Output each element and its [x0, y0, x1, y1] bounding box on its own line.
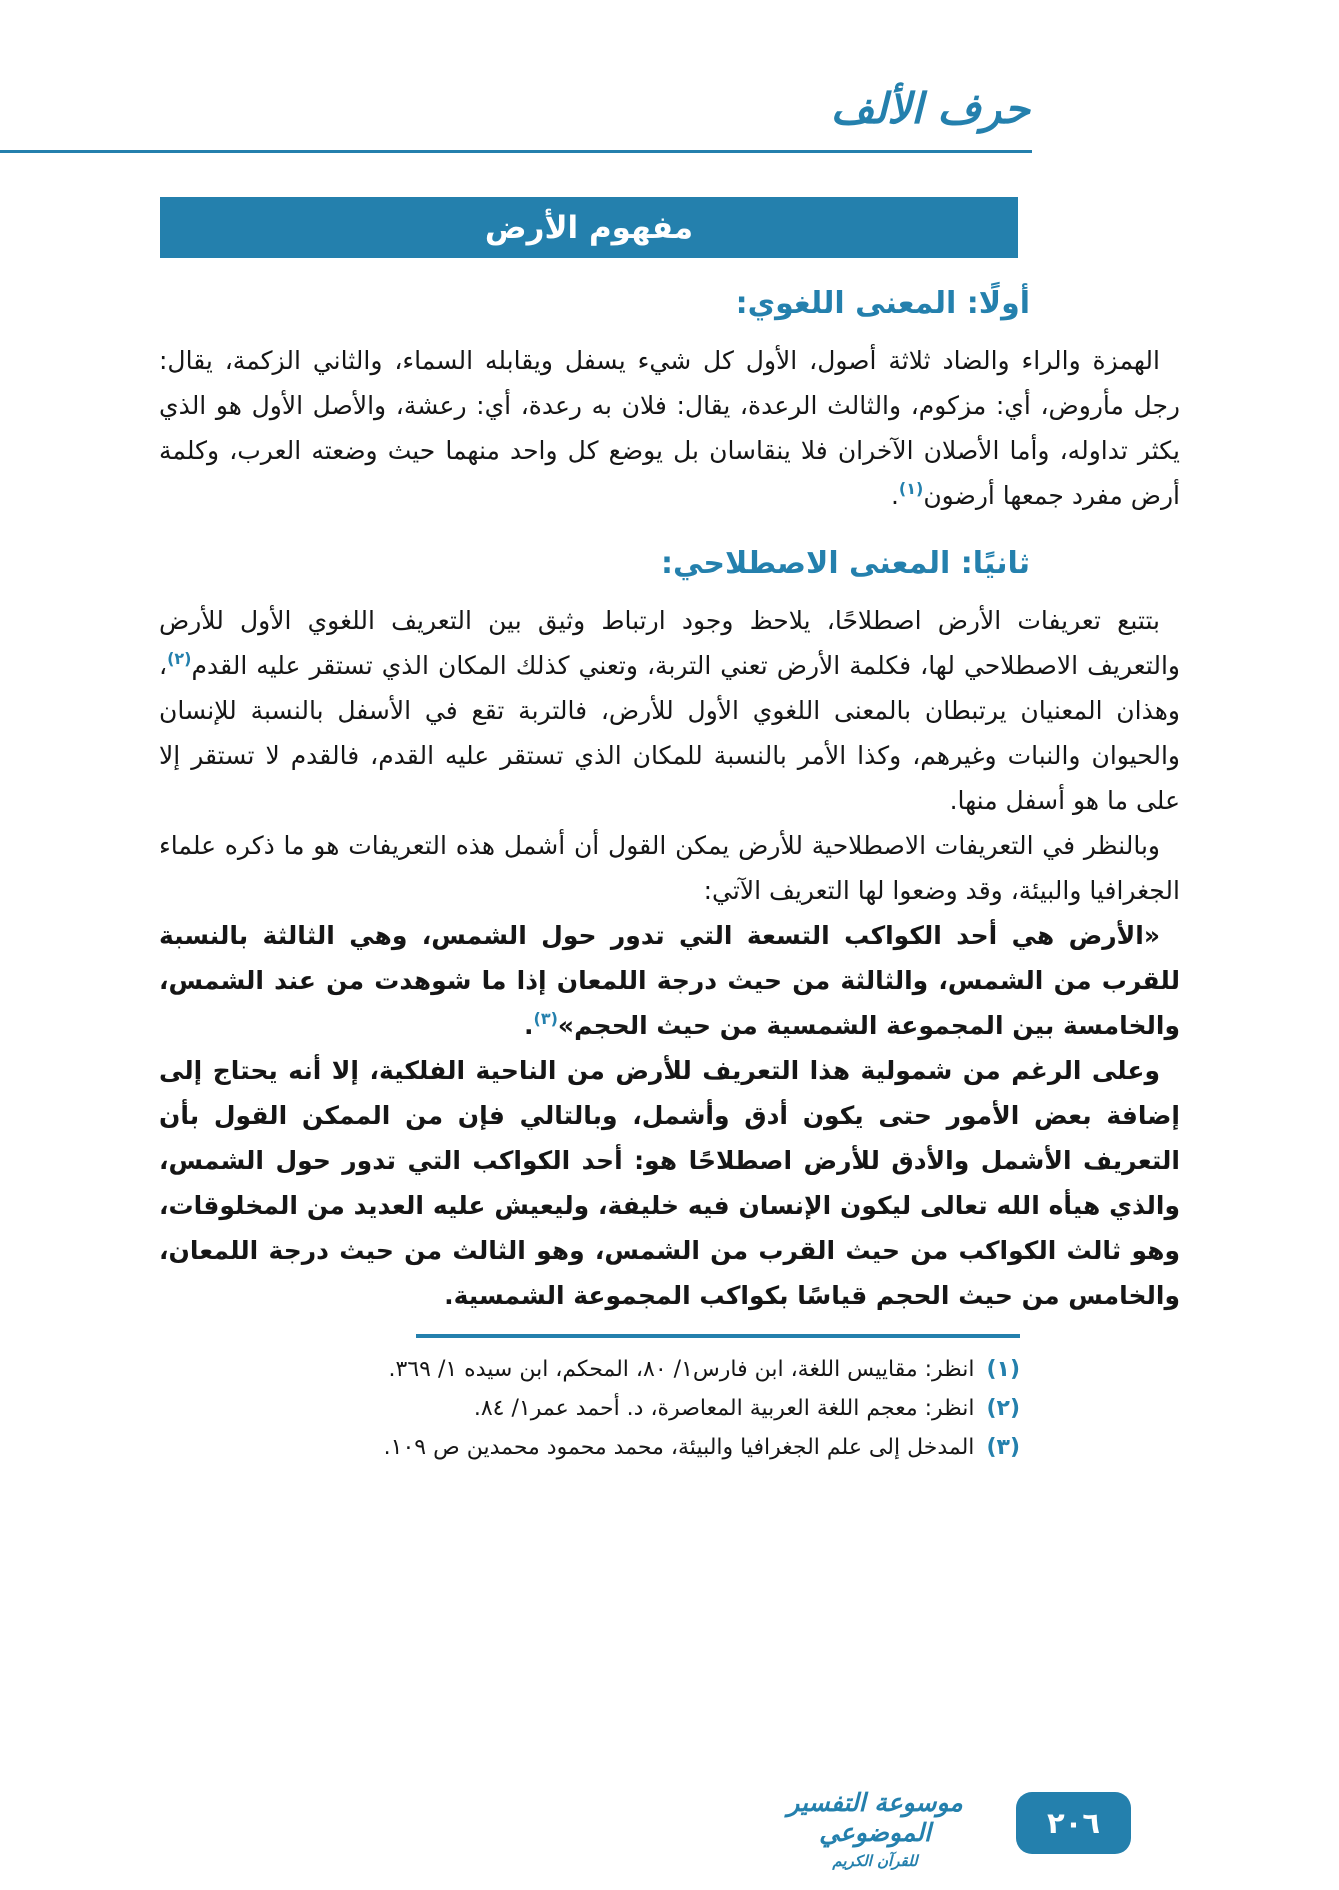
publisher-logo-subtitle: للقرآن الكريم [832, 1852, 918, 1870]
paragraph-text: . [890, 481, 899, 510]
paragraph-text: الهمزة والراء والضاد ثلاثة أصول، الأول كل شيء يسفل ويقابله السماء، والثاني الزكمة، يقال: رجل مأروض، أي: مزكوم، والثالث الرعدة، يقال: فلان به رعدة، أي: رعشة، والأصل الأول هو الذي يكثر تداوله، وأما الأصلان الآخران فلا ينقاسان بل يوضع كل واحد منهما حيث وضعته العرب، وكلمة أرض مفرد جمعها أرضون [159, 346, 1180, 510]
paragraph-definition-quote [159, 913, 1180, 1048]
footnote-1 [159, 1350, 1020, 1389]
section-banner-title: مفهوم الأرض [484, 209, 694, 246]
main-text-column [159, 278, 1180, 1467]
paragraph-text: . [524, 1011, 534, 1040]
footnote-number: (٣) [986, 1435, 1020, 1460]
paragraph-terminological-3 [159, 1048, 1180, 1318]
running-head: حرف الألف [830, 84, 1030, 133]
footnote-marker-1: (١) [898, 479, 924, 498]
publisher-logo [750, 1788, 1000, 1870]
footnote-text: المدخل إلى علم الجغرافيا والبيئة، محمد محمود محمدين ص ١٠٩. [383, 1435, 975, 1460]
paragraph-text: وبالنظر في التعريفات الاصطلاحية للأرض يمكن القول أن أشمل هذه التعريفات هو ما ذكره علماء الجغرافيا والبيئة، وقد وضعوا لها التعريف الآتي: [159, 831, 1180, 905]
footnote-text: انظر: معجم اللغة العربية المعاصرة، د. أحمد عمر١/ ٨٤. [473, 1396, 975, 1421]
footnote-number: (٢) [986, 1396, 1020, 1421]
page-number-badge [1016, 1792, 1131, 1854]
paragraph-text: وعلى الرغم من شمولية هذا التعريف للأرض من الناحية الفلكية، إلا أنه يحتاج إلى إضافة بعض الأمور حتى يكون أدق وأشمل، وبالتالي فإن من الممكن القول بأن التعريف الأشمل والأدق للأرض اصطلاحًا هو: أحد الكواكب التي تدور حول الشمس، والذي هيأه الله تعالى ليكون الإنسان فيه خليفة، وليعيش عليه العديد من المخلوقات، وهو ثالث الكواكب من حيث القرب من الشمس، وهو الثالث من حيث درجة اللمعان، والخامس من حيث الحجم قياسًا بكواكب المجموعة الشمسية. [159, 1056, 1180, 1310]
paragraph-terminological-2 [159, 823, 1180, 913]
footnote-separator-rule [416, 1334, 1020, 1338]
paragraph-text: بتتبع تعريفات الأرض اصطلاحًا، يلاحظ وجود ارتباط وثيق بين التعريف اللغوي الأول للأرض والتعريف الاصطلاحي لها، فكلمة الأرض تعني التربة، وتعني كذلك المكان الذي تستقر عليه القدم [159, 606, 1180, 680]
heading-terminological-meaning: ثانيًا: المعنى الاصطلاحي: [661, 546, 1030, 581]
heading-linguistic-meaning: أولًا: المعنى اللغوي: [735, 286, 1030, 321]
page-number: ٢٠٦ [1046, 1806, 1101, 1840]
footnote-number: (١) [986, 1357, 1020, 1382]
paragraph-linguistic-meaning [159, 338, 1180, 518]
footnote-3 [159, 1428, 1020, 1467]
section-banner [160, 197, 1018, 258]
footnote-marker-3: (٣) [533, 1009, 558, 1028]
footnotes-section [159, 1334, 1180, 1467]
paragraph-text: «الأرض هي أحد الكواكب التسعة التي تدور حول الشمس، وهي الثالثة بالنسبة للقرب من الشمس، والثالثة من حيث درجة اللمعان إذا ما شوهدت من عند الشمس، والخامسة بين المجموعة الشمسية من حيث الحجم» [159, 921, 1180, 1040]
footnote-2 [159, 1389, 1020, 1428]
paragraph-text: ، وهذان المعنيان يرتبطان بالمعنى اللغوي الأول للأرض، فالتربة تقع في الأسفل بالنسبة للإنسان والحيوان والنبات وغيرهم، وكذا الأمر بالنسبة للمكان الذي تستقر عليه القدم، فالقدم لا تستقر إلا على ما هو أسفل منها. [159, 651, 1180, 815]
header-rule [0, 150, 1032, 153]
footnote-marker-2: (٢) [167, 649, 192, 668]
publisher-logo-title: موسوعة التفسير الموضوعي [787, 1788, 963, 1847]
paragraph-terminological-1 [159, 598, 1180, 823]
footnote-text: انظر: مقاييس اللغة، ابن فارس١/ ٨٠، المحكم، ابن سيده ١/ ٣٦٩. [388, 1357, 975, 1382]
